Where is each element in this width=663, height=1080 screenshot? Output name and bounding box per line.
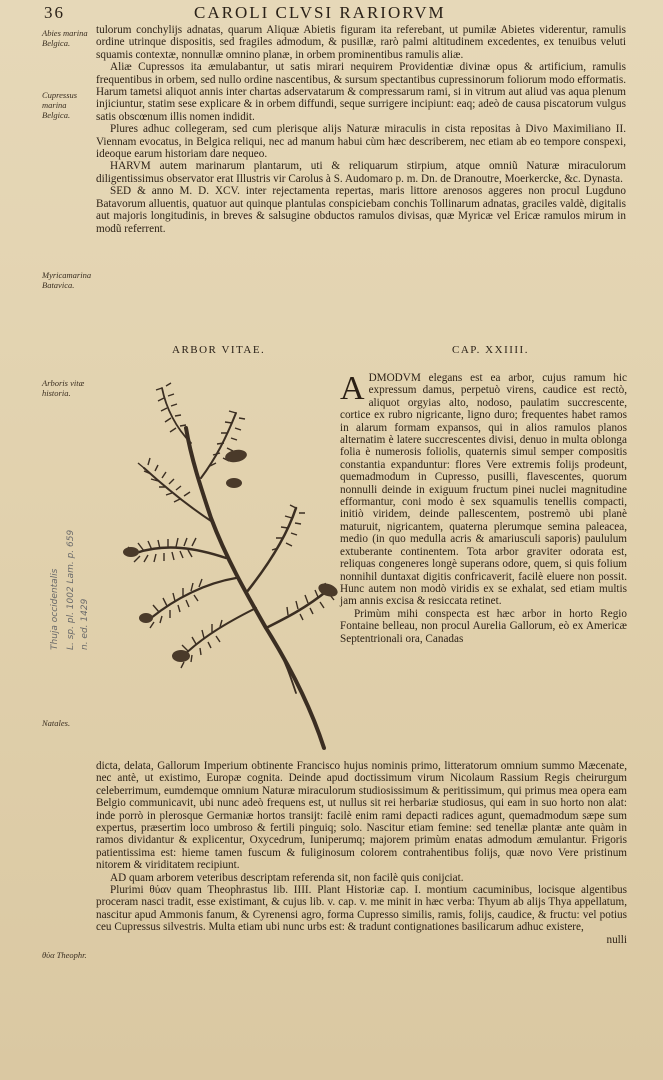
top-text [96,24,626,235]
natales-start: Primùm mihi conspecta est hæc arbor in horto Regio Fontaine belleau, non procul Aurelia Gallorum, eò ex Americæ Septentrionali ora, Canadas [340,607,627,645]
chapter-opening [340,372,627,608]
paragraph: Plurimi θύαν quam Theophrastus lib. IIII. Plant Historiæ cap. I. montium cacuminibus, locisque algentibus proceram nasci tradit, esse existimant, & cujus lib. v. cap. v. me minit in hæc verba: Thyum ab alijs Thya appellatum, nascitur apud Ammonis fanum, & Cyrenensi agro, forma Cupresso similis, ramis, folijs, caudice, & fructu: vel potius ceu Cupressus silvestris. Multa etiam ubi nunc urbs est: & tradunt contignationes basilicarum adhuc existere, [96,884,627,934]
paragraph: dicta, delata, Gallorum Imperium obtinente Francisco hujus nominis primo, litteratorum omnium summo Mæcenate, nec antè, ut existimo, Europæ cognita. Deinde apud doctissimum virum Nicolaum Rassium Regis cheirurgum celeberrimum, eumdemque omnium Naturæ miraculorum studiosissimum & peritissimum, qui primus mea opera eam Belgio communicavit, ubi nunc adeò frequens est, ut nullus sit rei herbariæ studiosus, qui eam in suo horto non alat: inde porrò in plerosque Germaniæ hortos transijt: facilè enim rami depacti radices agunt, quemadmodum sæpe sum expertus, præsertim loco umbroso & fertili pinguiq; solo. Nascitur etiam femine: sed tenellæ plantæ ante quàm in ramos dividantur & explicentur, Oxycedrum, Iuniperumq; majorem primùm enatas admodum æmulantur. Frigoris patientissima est: hieme tamen fuscum & fuliginosum colorem contrahentibus folijs, quæ novo Vere pristinum nitorem & viriditatem recipiunt. [96,760,627,872]
page-number: 36 [44,3,65,22]
running-title: CAROLI CLVSI RARIORVM [194,3,446,22]
handwritten-line-2: L. sp. pl. 1002 Lam. p. 659 [66,529,76,650]
page-header [44,3,643,25]
margin-note-abies: Abies marina Belgica. [42,28,88,48]
description-text: DMODVM elegans est ea arbor, cujus ramum hic expressum damus, perpetuò virens, caudice est rectò, aliquot orgyias alto, nodoso, paulatim succrescente, cortice ex rubro nigricante, ligno duro; frequentes habet ramos in alarum formam expansos, qui in alios ramulos planos alternatim è latere succrescentes divisi, denuo in multa oblonga folia è numerosis foliolis, quaternis simul semper compositis constantia expanduntur: flores Vere extremis folijs prodeunt, quemadmodum in Cupresso, pusilli, flavescentes, quorum nonnulli deinde in exiguum fructum pinei nuclei magnitudine efformantur, coni modo è sex squamulis tenellis compacti, initiò viridem, deinde pallescentem, postremò ubi planè maturuit, nigricantem, quaterna plerumque semina paleacea, medio (in quo medulla acris & amariusculi saporis) paululum extuberante continentem. Tota arbor graviter odorata est, reliquas congeneres longè superans odore, quem, si quis folium nonnihil duntaxat digitis confricaverit, facilè eluere non possit. Hunc autem non modò viridis ex se exhalat, sed etiam multis jam annis excisa & resiccata retinet. [340,372,627,608]
margin-note-myrica: Myricamarina Batavica. [42,270,92,290]
bottom-text [96,760,627,946]
drop-cap: A [340,370,365,407]
handwritten-line-3: n. ed. 1429 [80,598,90,650]
paragraph: SED & anno M. D. XCV. inter rejectamenta repertas, maris littore arenosos aggeres non procul Lugduno Batavorum alluentis, quatuor aut quinque plantulas conspiciebam conchis Tollinarum adnatas, graciles valdè, digitalis aut majoris longitudinis, in breves & salsugine obductos ramulos divisas, quæ Myricæ vel Ericæ ramulos mirum in modũ referrent. [96,185,626,235]
catchword: nulli [606,933,627,946]
margin-note-arbor-vitae: Arboris vitæ historia. [42,378,85,398]
paragraph: Aliæ Cupressos ita æmulabantur, ut satis mirari nequirem Providentiæ divinæ opus & artificium, ramulis frequentibus in orbem, sed nullo ordine nascentibus, & sursum spectantibus cupressinorum foliorum modo efformatis. Harum tametsi aliquot annis inter chartas adservatarum & compressarum rami, si in vitrum aut aliud vas aqua plenum injiciuntur, statim sese explicare & in orbem diffundi, seque surrigere incipiunt: eaq; adeò de causa piscatorum vulgus satis obscœnum illis nomen indidit. [96,61,626,123]
arbor-vitae-woodcut [96,368,346,753]
paragraph: HARVM autem marinarum plantarum, uti & reliquarum stirpium, atque omniũ Naturæ miraculorum diligentissimus observator erat Illustris vir Carolus à S. Audomaro p. m. Dn. de Dranoutre, Moerkercke, &c. Dynasta. [96,160,626,185]
chapter-number: CAP. XXIIII. [452,344,529,356]
paragraph: tulorum conchylijs adnatas, quarum Aliquæ Abietis figuram ita referebant, ut pumilæ Abietes viderentur, ramulis ordine utrinque dispositis, sed fragiles admodum, & pusillæ, rarò palmi altitudinem excedentes, ex tenuibus veluti squamis contextæ, nonnullæ omnino planæ, in orbem prominentibus ramulis aliæ. [96,24,626,61]
margin-note-natales: Natales. [42,718,71,728]
handwritten-line-1: Thuja occidentalis [50,568,60,650]
right-column-text [340,372,627,645]
margin-note-cupressus: Cupressus marina Belgica. [42,90,78,120]
paragraph: AD quam arborem veteribus descriptam referenda sit, non facilè quis conijciat. [110,871,464,884]
paragraph: Plures adhuc collegeram, sed cum plerisque alijs Naturæ miraculis in cista repositas à Divo Maximiliano II. Viennam evocatus, in Belgica reliqui, nec ad manum habui cùm hæc describerem, nec etiam ab eo tempore conspexi, ideoque earum historiam dare nequeo. [96,123,626,161]
section-title: ARBOR VITAE. [172,344,266,356]
margin-note-thya: θύα Theophr. [42,950,87,960]
